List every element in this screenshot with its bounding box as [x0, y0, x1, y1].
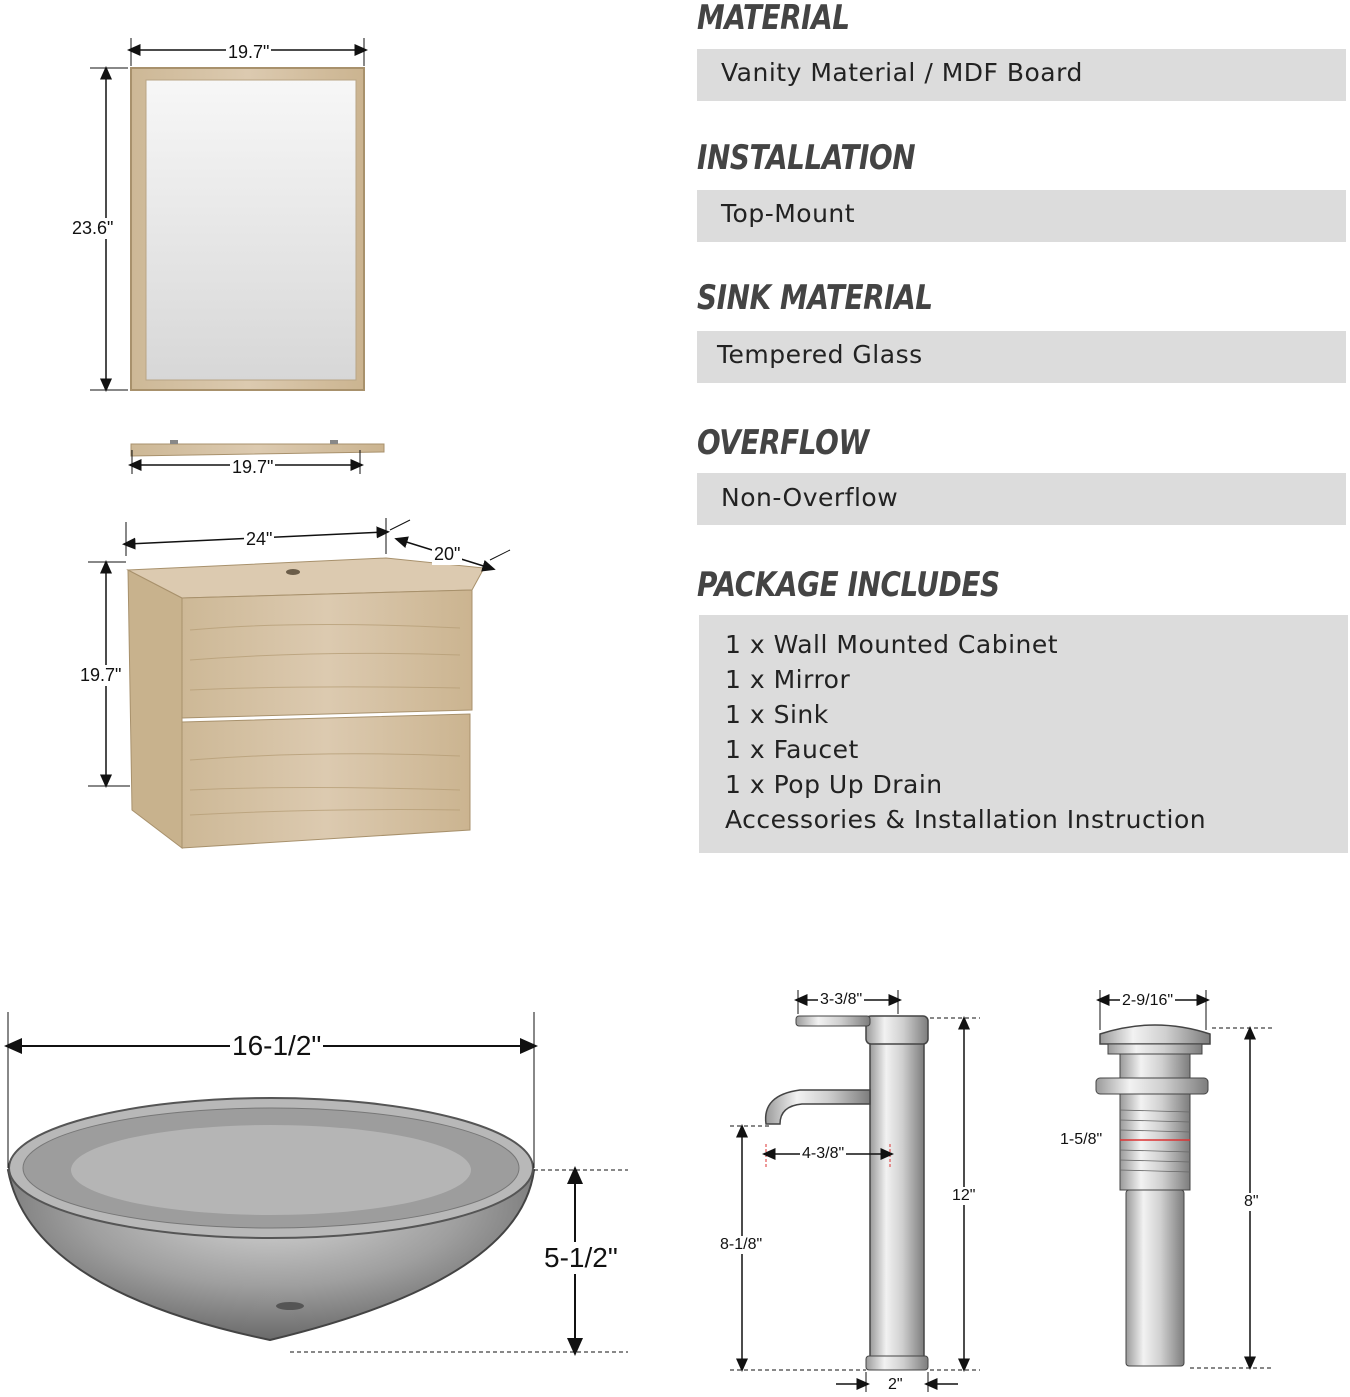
material-title: MATERIAL: [697, 0, 850, 38]
overflow-value: Non-Overflow: [721, 483, 899, 512]
list-item: 1 x Faucet: [725, 735, 859, 764]
faucet-height-label: 12": [952, 1187, 976, 1204]
list-item: 1 x Mirror: [725, 665, 851, 694]
overflow-box: [697, 473, 1346, 525]
package-box: [699, 615, 1348, 853]
drain-illustration: [1096, 990, 1272, 1368]
sink-illustration: [8, 1012, 628, 1352]
installation-value: Top-Mount: [721, 199, 856, 228]
material-box: [697, 49, 1346, 101]
overflow-title: OVERFLOW: [697, 423, 869, 463]
list-item: Accessories & Installation Instruction: [725, 805, 1207, 834]
sink-diameter-label: 16-1/2": [232, 1030, 322, 1061]
mirror-width-label: 19.7": [228, 42, 270, 62]
sink-material-value: Tempered Glass: [717, 340, 923, 369]
installation-box: [697, 190, 1346, 242]
sink-height-label: 5-1/2": [544, 1242, 618, 1273]
faucet-base-label: 2": [888, 1376, 903, 1393]
installation-title: INSTALLATION: [697, 138, 916, 178]
faucet-illustration: [730, 990, 980, 1392]
faucet-top-width-label: 3-3/8": [820, 991, 863, 1008]
sink-material-title: SINK MATERIAL: [697, 278, 933, 318]
package-title: PACKAGE INCLUDES: [697, 565, 1000, 605]
material-value: Vanity Material / MDF Board: [721, 58, 1083, 87]
sink-material-box: [697, 331, 1346, 383]
cabinet-width-label: 24": [246, 529, 273, 549]
list-item: 1 x Sink: [725, 700, 829, 729]
drain-cap-width-label: 2-9/16": [1122, 992, 1174, 1009]
list-item: 1 x Wall Mounted Cabinet: [725, 630, 1059, 659]
cabinet-depth-label: 20": [434, 544, 461, 564]
list-item: 1 x Pop Up Drain: [725, 770, 943, 799]
faucet-spout-height-label: 8-1/8": [720, 1236, 763, 1253]
cabinet-height-label: 19.7": [80, 665, 122, 685]
faucet-spout-reach-label: 4-3/8": [802, 1145, 845, 1162]
drain-body-width-label: 1-5/8": [1060, 1131, 1103, 1148]
shelf-width-label: 19.7": [232, 457, 274, 477]
mirror-illustration: [90, 38, 364, 390]
mirror-height-label: 23.6": [72, 218, 114, 238]
drain-height-label: 8": [1244, 1193, 1259, 1210]
cabinet-illustration: [88, 518, 510, 848]
package-list: [725, 627, 1206, 837]
